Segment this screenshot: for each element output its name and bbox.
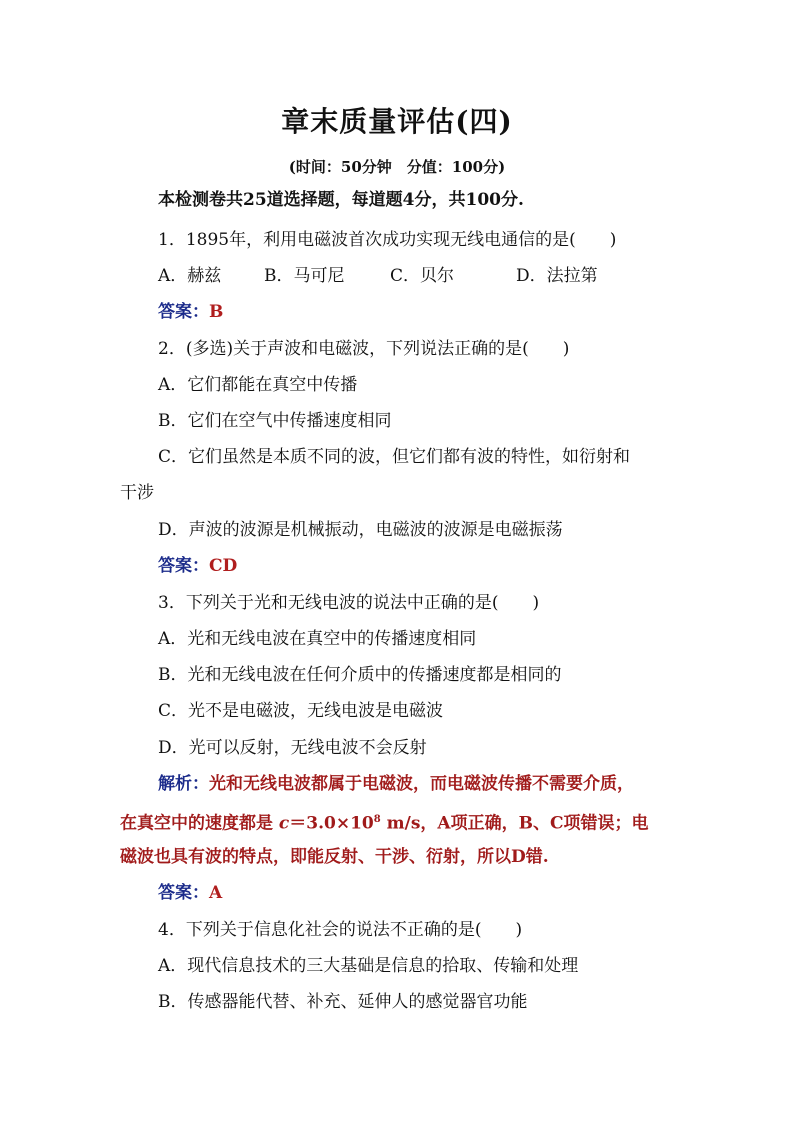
analysis-text: ＝3.0×10 (289, 813, 374, 834)
answer-value: B (209, 302, 224, 322)
answer-label: 答案： (158, 883, 209, 903)
question-1-stem: 1．1895年，利用电磁波首次成功实现无线电通信的是( ) (158, 230, 617, 250)
question-1-option-d: D．法拉第 (516, 266, 598, 286)
exponent: 8 (373, 814, 381, 825)
answer-value: A (209, 883, 223, 903)
question-4-option-b: B．传感器能代替、补充、延伸人的感觉器官功能 (158, 992, 528, 1012)
question-2-option-b: B．它们在空气中传播速度相同 (158, 411, 392, 431)
question-3-answer (120, 881, 718, 905)
question-1-option-b: B．马可尼 (264, 266, 345, 286)
question-3-option-b: B．光和无线电波在任何介质中的传播速度都是相同的 (158, 665, 562, 685)
question-2-answer (120, 554, 718, 578)
question-1-answer (120, 300, 718, 324)
question-1-option-c: C．贝尔 (390, 266, 455, 286)
question-3-stem: 3．下列关于光和无线电波的说法中正确的是( ) (158, 593, 540, 613)
question-2-stem: 2．(多选)关于声波和电磁波，下列说法正确的是( ) (158, 339, 570, 359)
question-4-stem: 4．下列关于信息化社会的说法不正确的是( ) (158, 920, 523, 940)
question-3-analysis-line-3: 磁波也具有波的特点，即能反射、干涉、衍射，所以D错. (120, 847, 549, 867)
question-3-option-d: D．光可以反射，无线电波不会反射 (158, 738, 427, 758)
speed-symbol: c (278, 813, 290, 834)
analysis-text: 在真空中的速度都是 (120, 813, 279, 834)
analysis-label: 解析： (158, 774, 209, 794)
question-1-options (120, 264, 718, 288)
question-3-analysis-line-2 (120, 808, 680, 836)
question-4-option-a: A．现代信息技术的三大基础是信息的拾取、传输和处理 (158, 956, 579, 976)
exam-intro: 本检测卷共25道选择题，每道题4分，共100分. (158, 190, 524, 210)
question-2-option-c: C．它们虽然是本质不同的波，但它们都有波的特性，如衍射和 (158, 447, 631, 467)
answer-label: 答案： (158, 556, 209, 576)
question-3-option-a: A．光和无线电波在真空中的传播速度相同 (158, 629, 477, 649)
page-title: 章末质量评估(四) (281, 105, 513, 138)
question-3-option-c: C．光不是电磁波，无线电波是电磁波 (158, 701, 444, 721)
question-2-option-a: A．它们都能在真空中传播 (158, 375, 358, 395)
answer-label: 答案： (158, 302, 209, 322)
question-2-option-c-continued: 干涉 (120, 483, 154, 503)
question-1-option-a: A．赫兹 (158, 266, 222, 286)
exam-time-score: (时间：50分钟 分值：100分) (288, 158, 506, 176)
question-2-option-d: D．声波的波源是机械振动，电磁波的波源是电磁振荡 (158, 520, 563, 540)
answer-value: CD (209, 556, 238, 576)
analysis-text: 光和无线电波都属于电磁波，而电磁波传播不需要介质， (209, 774, 634, 794)
analysis-text: m/s，A项正确，B、C项错误；电 (380, 813, 649, 834)
question-3-analysis-line-1 (120, 772, 718, 796)
